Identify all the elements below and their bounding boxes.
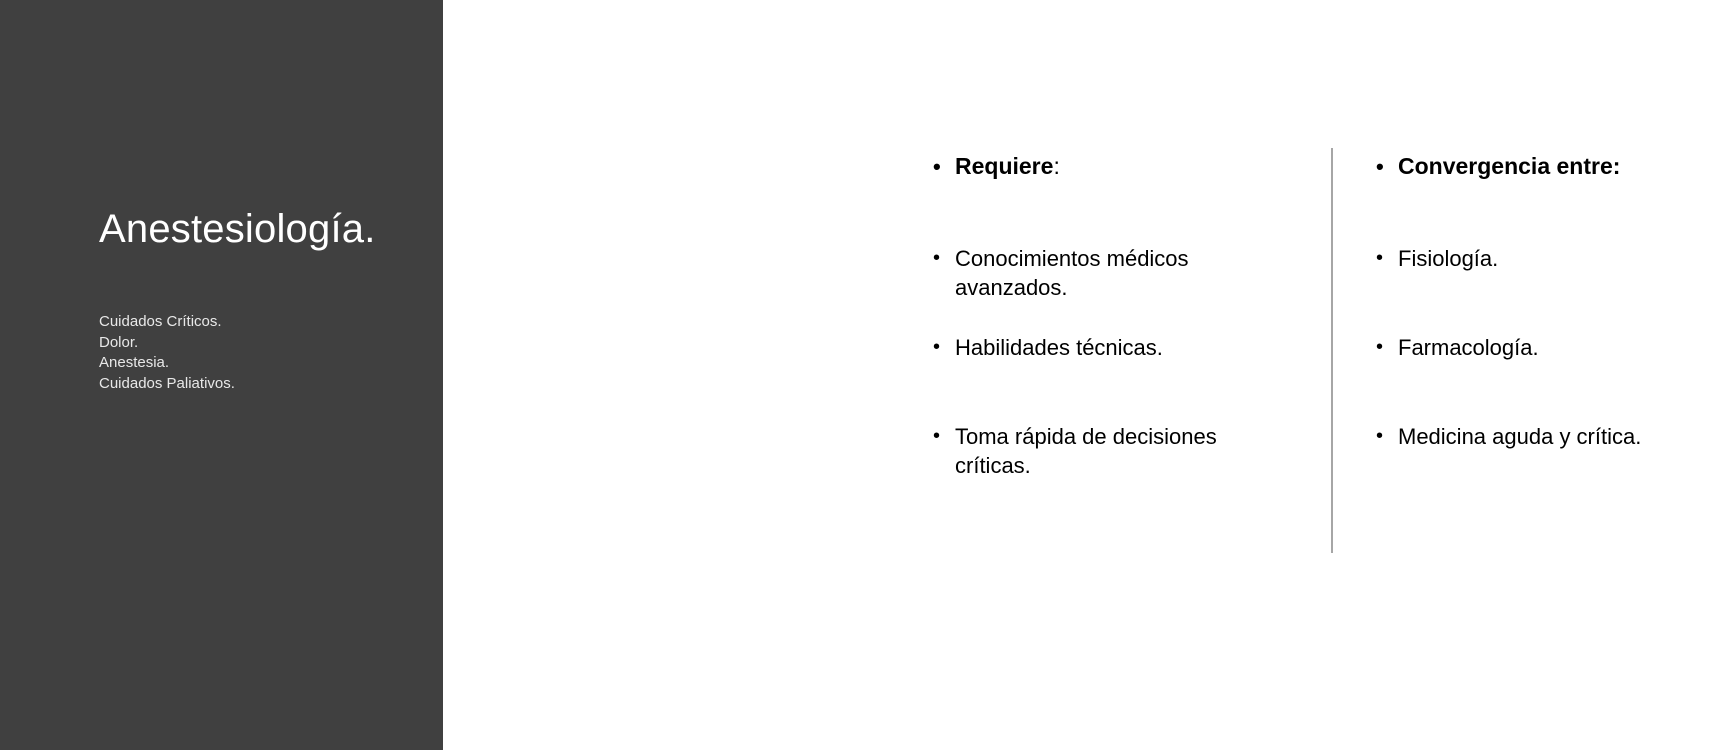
heading-colon: : [1053,153,1060,179]
list-item-label: Toma rápida de decisiones críticas. [955,424,1217,478]
bullet-icon: • [933,336,941,358]
spacer [930,302,1290,333]
list-item-label: Medicina aguda y crítica. [1398,424,1642,449]
spacer [1373,273,1733,333]
list-item-label: Convergencia entre: [1398,153,1621,179]
spacer [1373,181,1733,244]
list-item-label: Fisiología. [1398,246,1499,271]
bullet-icon: • [933,247,941,269]
subtitle-line: Dolor. [99,333,139,351]
bullet-icon: • [1376,336,1384,358]
subtitle-line: Anestesia. [99,354,170,371]
list-item [1373,152,1733,181]
list-item-label [955,152,1290,181]
spacer [930,181,1290,244]
list-item-label: Habilidades técnicas. [955,335,1163,360]
bullet-icon: • [1376,425,1384,447]
content-column-right [1373,152,1733,451]
list-item [930,244,1290,302]
slide-subtitle [99,312,429,394]
list-item [1373,333,1733,362]
list-item [1373,244,1733,273]
spacer [930,362,1290,422]
list-item-label: Conocimientos médicos avanzados. [955,246,1189,300]
bullet-icon: • [933,425,941,447]
list-item [930,422,1290,480]
column-divider [1331,148,1333,553]
slide-content [443,0,1642,750]
content-column-left [930,152,1290,480]
list-item [930,333,1290,362]
list-item [930,152,1290,181]
subtitle-line: Cuidados Críticos. [99,313,222,330]
slide-title: Anestesiología. [99,207,376,251]
heading-text: Requiere [955,153,1054,179]
list-item [1373,422,1733,451]
bullet-icon: • [1376,154,1384,179]
subtitle-line: Cuidados Paliativos. [99,374,235,392]
list-item-label: Farmacología. [1398,335,1539,360]
bullet-icon: • [1376,247,1384,269]
title-panel [0,0,443,750]
spacer [1373,362,1733,422]
bullet-icon: • [933,154,941,179]
